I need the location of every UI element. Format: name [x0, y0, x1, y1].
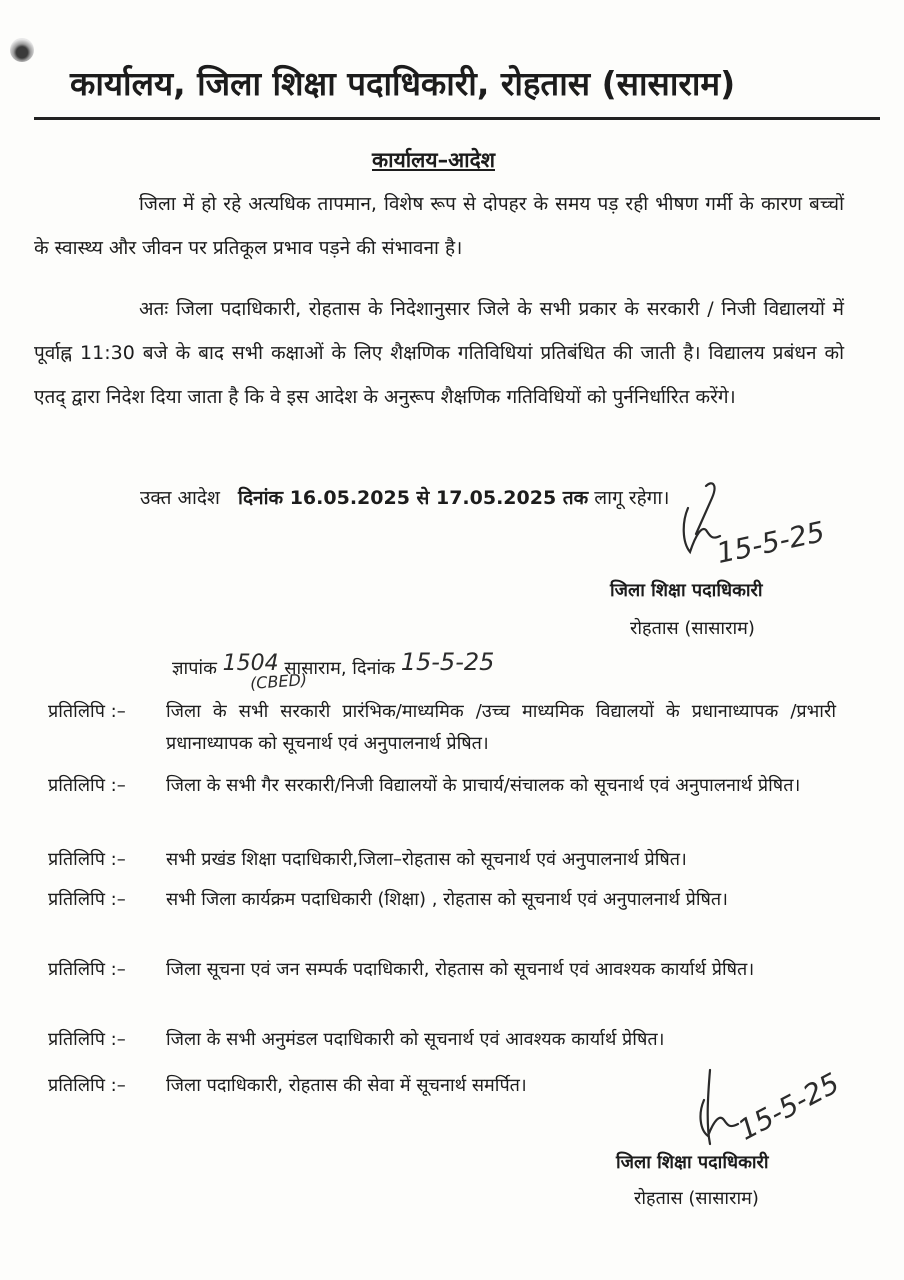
- copy-text: जिला के सभी सरकारी प्रारंभिक/माध्यमिक /उच्च माध्यमिक विद्यालयों के प्रधानाध्यापक /प्रभारी प्रधानाध्यापक को सूचनार्थ एवं अनुपालनार्थ प्रेषित।: [166, 701, 836, 754]
- signature-scribble-2: [688, 1064, 748, 1154]
- copy-text: जिला के सभी अनुमंडल पदाधिकारी को सूचनार्थ एवं आवश्यक कार्यार्थ प्रेषित।: [166, 1029, 665, 1050]
- copy-entry: [48, 844, 848, 876]
- copy-label: प्रतिलिपि :–: [48, 889, 126, 910]
- copy-text: जिला सूचना एवं जन सम्पर्क पदाधिकारी, रोहतास को सूचनार्थ एवं आवश्यक कार्यार्थ प्रेषित।: [166, 959, 755, 980]
- validity-suffix: लागू रहेगा।: [594, 487, 670, 509]
- copy-label: प्रतिलिपि :–: [48, 849, 126, 870]
- memo-place-date-label: सासाराम, दिनांक: [284, 658, 395, 679]
- copy-entry: [48, 954, 848, 986]
- order-paragraph-1: जिला में हो रहे अत्यधिक तापमान, विशेष रूप से दोपहर के समय पड़ रही भीषण गर्मी के कारण बच्चों के स्वास्थ्य और जीवन पर प्रतिकूल प्रभाव पड़ने की संभावना है।: [34, 193, 844, 259]
- copy-label: प्रतिलिपि :–: [48, 959, 126, 980]
- signature-2-place: रोहतास (सासाराम): [634, 1188, 759, 1209]
- memo-suffix-code: (CBED): [249, 670, 308, 693]
- copy-entry: [48, 1024, 848, 1056]
- signature-1-designation: जिला शिक्षा पदाधिकारी: [610, 580, 763, 601]
- order-title: कार्यालय–आदेश: [372, 148, 495, 172]
- memo-line: [172, 648, 495, 680]
- memo-date: 15-5-25: [400, 648, 495, 676]
- signature-1-place: रोहतास (सासाराम): [630, 618, 755, 639]
- copy-entry: [48, 884, 848, 916]
- validity-dates: दिनांक 16.05.2025 से 17.05.2025 तक: [238, 487, 589, 509]
- order-paragraph-2: अतः जिला पदाधिकारी, रोहतास के निदेशानुसार जिले के सभी प्रकार के सरकारी / निजी विद्यालयों में पूर्वाह्न 11:30 बजे के बाद सभी कक्षाओं के लिए शैक्षणिक गतिविधियां प्रतिबंधित की जाती है। विद्यालय प्रबंधन को एतद् द्वारा निदेश दिया जाता है कि वे इस आदेश के अनुरूप शैक्षणिक गतिविधियों को पुर्ननिर्धारित करेंगे।: [34, 298, 844, 408]
- signature-2-designation: जिला शिक्षा पदाधिकारी: [616, 1152, 769, 1173]
- copy-label: प्रतिलिपि :–: [48, 775, 126, 796]
- header-divider: [34, 117, 880, 120]
- copy-text: जिला के सभी गैर सरकारी/निजी विद्यालयों के प्राचार्य/संचालक को सूचनार्थ एवं अनुपालनार्थ प्रेषित।: [166, 775, 801, 796]
- copy-label: प्रतिलिपि :–: [48, 701, 126, 722]
- copy-text: सभी जिला कार्यक्रम पदाधिकारी (शिक्षा) , रोहतास को सूचनार्थ एवं अनुपालनार्थ प्रेषित।: [166, 889, 728, 910]
- copy-entry: [48, 696, 848, 760]
- validity-prefix: उक्त आदेश: [140, 487, 220, 509]
- memo-label: ज्ञापांक: [172, 658, 217, 679]
- copy-label: प्रतिलिपि :–: [48, 1029, 126, 1050]
- copy-text: सभी प्रखंड शिक्षा पदाधिकारी,जिला–रोहतास को सूचनार्थ एवं अनुपालनार्थ प्रेषित।: [166, 849, 687, 870]
- signature-1-date: 15-5-25: [713, 515, 828, 570]
- signature-2-date: 15-5-25: [732, 1066, 845, 1147]
- copy-label: प्रतिलिपि :–: [48, 1075, 126, 1096]
- memo-number: 1504: [222, 651, 279, 676]
- punch-hole-mark: [10, 38, 34, 62]
- office-header-title: कार्यालय, जिला शिक्षा पदाधिकारी, रोहतास (सासाराम): [70, 64, 736, 103]
- copy-text: जिला पदाधिकारी, रोहतास की सेवा में सूचनार्थ समर्पित।: [166, 1075, 527, 1096]
- copy-entry: [48, 770, 848, 802]
- order-validity-line: [140, 484, 670, 510]
